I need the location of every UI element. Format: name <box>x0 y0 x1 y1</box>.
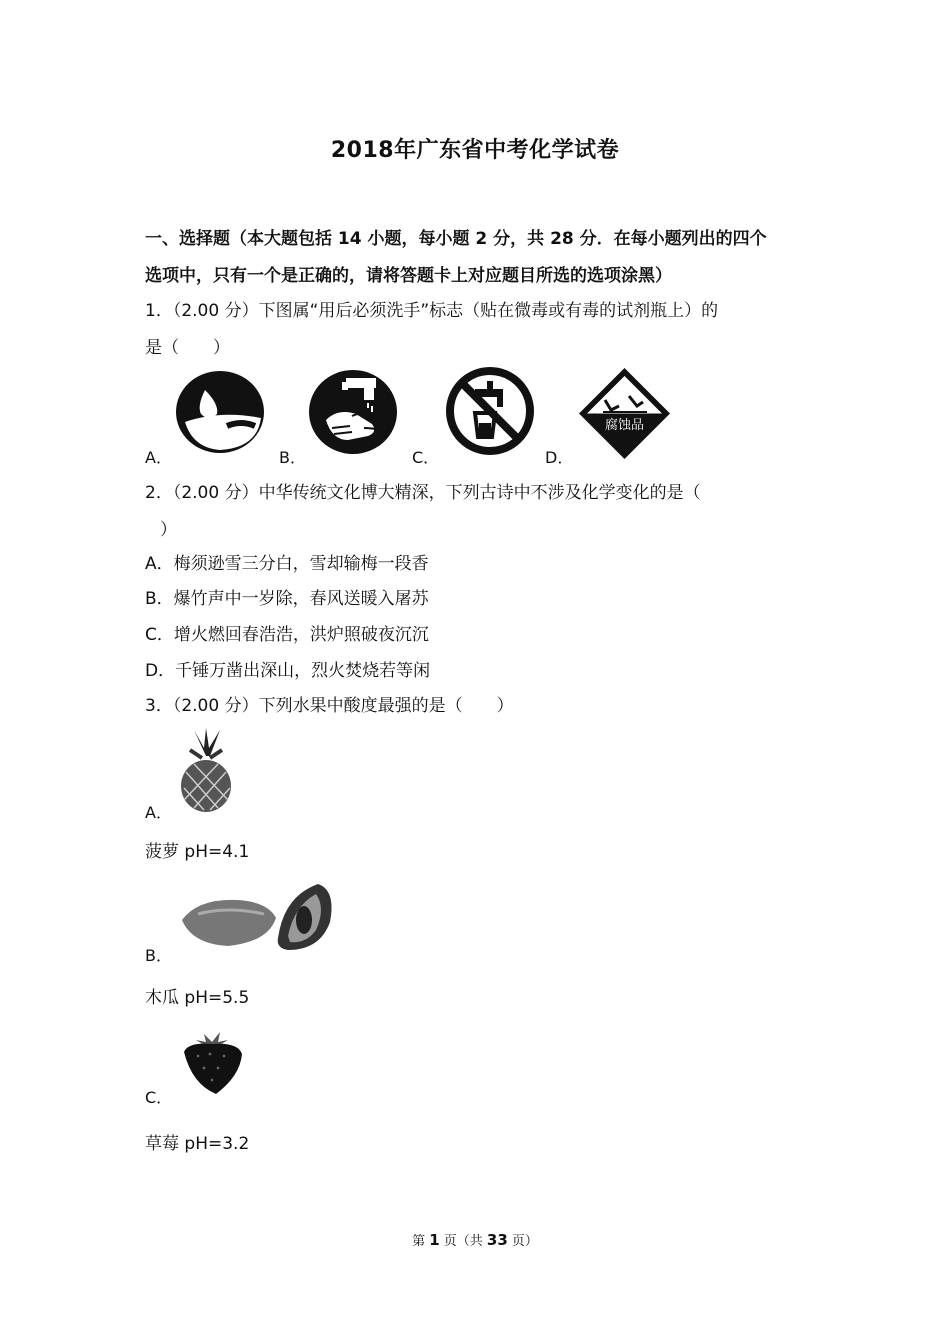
q3-option-c-label: C． <box>145 1088 173 1107</box>
q3-stem: 3．（2.00 分）下列水果中酸度最强的是（ ） <box>145 696 514 716</box>
strawberry-icon <box>178 1028 246 1096</box>
q2-option-d: D．千锤万凿出深山，烈火焚烧若等闲 <box>145 661 431 681</box>
q3-option-a-caption: 菠萝 pH=4.1 <box>145 842 250 862</box>
papaya-icon <box>178 878 338 954</box>
q1-option-a-label: A． <box>145 448 172 467</box>
q1-stem-line2: 是（ ） <box>145 338 230 358</box>
q2-stem-line2: ） <box>160 520 177 540</box>
q1-option-b-label: B． <box>279 448 306 467</box>
page-footer <box>0 1230 950 1249</box>
section-heading-line1: 一、选择题（本大题包括 14 小题，每小题 2 分，共 28 分．在每小题列出的四个 <box>145 229 767 249</box>
q3-option-b-label: B． <box>145 946 172 965</box>
section-heading-line2: 选项中，只有一个是正确的，请将答题卡上对应题目所选的选项涂黑） <box>145 266 672 286</box>
q1-option-c-label: C． <box>412 448 440 467</box>
q3-option-c-caption: 草莓 pH=3.2 <box>145 1134 250 1154</box>
no-drinking-icon <box>445 367 535 455</box>
q1-option-d-label: D． <box>545 448 574 467</box>
q2-option-c: C．增火燃回春浩浩，洪炉照破夜沉沉 <box>145 625 429 645</box>
footer-middle: 页（共 <box>439 1234 487 1249</box>
footer-page-number: 1 <box>429 1231 440 1249</box>
footer-total-pages: 33 <box>486 1231 508 1249</box>
page-title: 2018年广东省中考化学试卷 <box>330 138 620 163</box>
footer-suffix: 页） <box>507 1234 538 1249</box>
q2-option-b: B．爆竹声中一岁除，春风送暖入屠苏 <box>145 589 429 609</box>
footer-prefix: 第 <box>412 1234 430 1249</box>
q2-stem-line1: 2．（2.00 分）中华传统文化博大精深，下列古诗中不涉及化学变化的是（ <box>145 483 701 503</box>
corrosive-icon <box>577 366 672 461</box>
q3-option-b-caption: 木瓜 pH=5.5 <box>145 988 250 1008</box>
q2-option-a: A．梅须逊雪三分白，雪却输梅一段香 <box>145 554 429 574</box>
svg-text:腐蚀品: 腐蚀品 <box>604 418 645 433</box>
hand-wash-icon <box>308 370 398 455</box>
droplet-hand-icon <box>175 370 265 455</box>
q3-option-a-label: A． <box>145 803 172 822</box>
pineapple-icon <box>176 728 236 813</box>
q1-stem-line1: 1．（2.00 分）下图属“用后必须洗手”标志（贴在微毒或有毒的试剂瓶上）的 <box>145 301 719 321</box>
